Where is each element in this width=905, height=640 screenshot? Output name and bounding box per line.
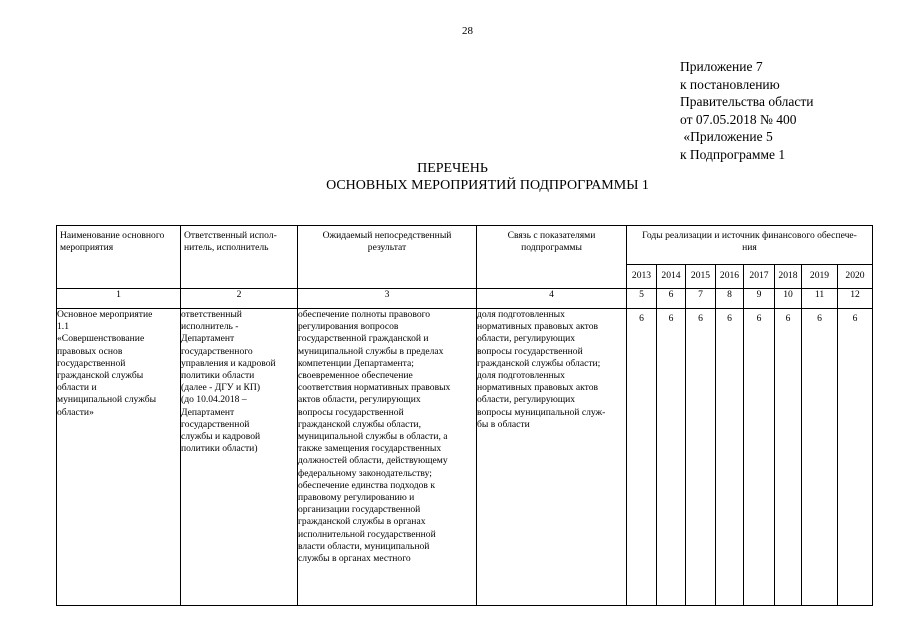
year-value-cell: 6	[716, 309, 744, 606]
header-row	[57, 226, 873, 265]
header-link: Связь с показателями подпрограммы	[477, 226, 627, 289]
title-line-1: ПЕРЕЧЕНЬ	[417, 161, 488, 176]
year-cell: 2019	[802, 265, 838, 289]
annex-line: Правительства области	[680, 94, 814, 109]
year-value-cell: 6	[802, 309, 838, 606]
column-number: 7	[686, 289, 716, 309]
year-value-cell: 6	[627, 309, 657, 606]
annex-line: от 07.05.2018 № 400	[680, 111, 797, 127]
column-number-row	[57, 289, 873, 309]
header-result: Ожидаемый непосредственный результат	[298, 226, 477, 289]
column-number: 12	[838, 289, 873, 309]
page-number: 28	[462, 25, 473, 37]
annex-line: Приложение 7	[680, 59, 763, 74]
year-value-cell: 6	[775, 309, 802, 606]
document-title	[0, 160, 905, 194]
column-number: 9	[744, 289, 775, 309]
indicator-link-cell: доля подготовленных нормативных правовых актов области, регулирующих вопросы государственной гражданской службы области; доля подготовленных нормативных правовых актов области, регулирующих вопросы муниципальной служ- бы в области	[477, 309, 627, 606]
year-cell: 2017	[744, 265, 775, 289]
year-cell: 2018	[775, 265, 802, 289]
year-value-cell: 6	[838, 309, 873, 606]
year-cell: 2014	[657, 265, 686, 289]
result-cell: обеспечение полноты правового регулирования вопросов государственной гражданской и муниципальной службы в пределах компетенции Департамента; своевременное обеспечение соответствия нормативных правовых актов области, регулирующих вопросы государственной гражданской службы области, муниципальной службы в области, а также замещения государственных должностей области, действующему федеральному законодательству; обеспечение единства подходов к правовому регулированию и организации государственной гражданской службы в органах исполнительной государственной власти области, муниципальной службы в органах местного	[298, 309, 477, 606]
column-number: 3	[298, 289, 477, 309]
activity-name-cell: Основное мероприятие 1.1 «Совершенствование правовых основ государственной гражданской службы области и муниципальной службы области»	[57, 309, 181, 606]
table-row	[57, 309, 873, 606]
title-line-2: ОСНОВНЫХ МЕРОПРИЯТИЙ ПОДПРОГРАММЫ 1	[326, 178, 649, 193]
column-number: 6	[657, 289, 686, 309]
column-number: 10	[775, 289, 802, 309]
annex-line: «Приложение 5	[680, 129, 773, 144]
year-value-cell: 6	[686, 309, 716, 606]
year-cell: 2013	[627, 265, 657, 289]
executor-cell: ответственный исполнитель - Департамент государственного управления и кадровой политики области (далее - ДГУ и КП) (до 10.04.2018 – Департамент государственной службы и кадровой политики области)	[181, 309, 298, 606]
column-number: 1	[57, 289, 181, 309]
year-cell: 2016	[716, 265, 744, 289]
column-number: 2	[181, 289, 298, 309]
column-number: 5	[627, 289, 657, 309]
column-number: 4	[477, 289, 627, 309]
header-years-group: Годы реализации и источник финансового обеспече- ния	[627, 226, 873, 265]
column-number: 8	[716, 289, 744, 309]
year-value-cell: 6	[657, 309, 686, 606]
column-number: 11	[802, 289, 838, 309]
header-name: Наименование основного мероприятия	[57, 226, 181, 289]
header-executor: Ответственный испол- нитель, исполнитель	[181, 226, 298, 289]
annex-line: к Подпрограмме 1	[680, 146, 786, 162]
annex-block	[680, 58, 813, 163]
year-cell: 2015	[686, 265, 716, 289]
activities-table	[56, 225, 873, 606]
annex-line: к постановлению	[680, 76, 780, 92]
year-value-cell: 6	[744, 309, 775, 606]
year-cell: 2020	[838, 265, 873, 289]
